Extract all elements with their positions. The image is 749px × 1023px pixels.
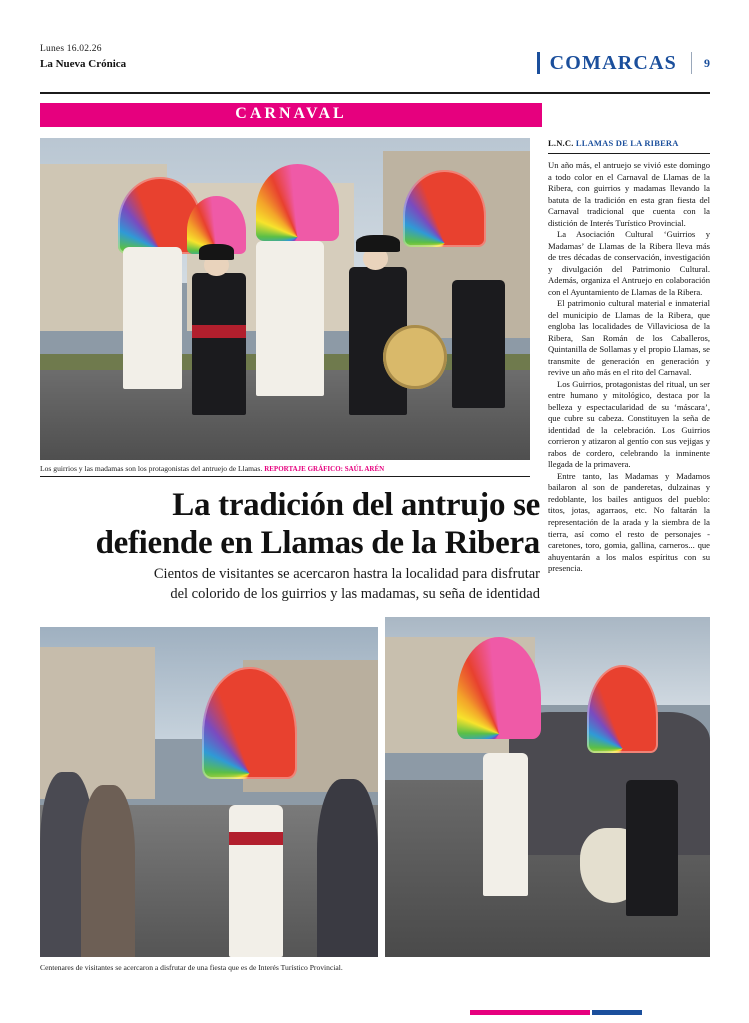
header-rule xyxy=(40,92,710,94)
footer-mark-blue xyxy=(592,1010,642,1015)
photo-madama-1 xyxy=(123,247,182,389)
article-paragraph: Los Guirrios, protagonistas del ritual, un ser entre humano y mitológico, destaca por la belleza y espectacularidad de su ‘máscara’, que cubre su cabeza. Constituyen la seña de identidad de la celebración. Los Guirrios corrieron y atizaron al gentío con sus vejigas y rabos de cordero, celebrando la inminente llegada de la primavera. xyxy=(548,378,710,470)
article-place: LLAMAS DE LA RIBERA xyxy=(575,138,679,148)
paper-name: La Nueva Crónica xyxy=(40,58,127,70)
section-rule xyxy=(537,52,540,74)
carnaval-banner xyxy=(40,103,542,127)
page-number: 9 xyxy=(704,55,710,70)
bottom-right-photo xyxy=(385,617,710,957)
article-source: L.N.C. xyxy=(548,138,574,148)
br-figure-dark xyxy=(626,780,678,916)
bl-red-sash xyxy=(229,832,283,845)
footer-marks xyxy=(0,1011,749,1015)
br-guirrio-body xyxy=(483,753,529,896)
section-header xyxy=(537,50,710,76)
main-photo-caption xyxy=(40,464,530,474)
section-title: COMARCAS xyxy=(549,51,677,74)
article-rule xyxy=(548,153,710,154)
subheadline-line-1: Cientos de visitantes se acercaron hastra la localidad para disfrutar xyxy=(153,566,540,582)
photo-figure-right xyxy=(452,280,506,409)
photo-musician-1 xyxy=(192,273,246,415)
photo-madama-2 xyxy=(256,241,325,396)
photo-drummer-hat xyxy=(356,235,400,253)
bl-crowd-right xyxy=(317,779,378,957)
masthead xyxy=(40,44,710,82)
main-photo-credit: REPORTAJE GRÁFICO: SAÚL ARÉN xyxy=(264,465,385,473)
article-kicker xyxy=(548,138,710,148)
article-paragraph: El patrimonio cultural material e inmaterial del municipio de Llamas de la Ribera, que engloba las localidades de Villaviciosa de la Ribera, San Román de los Caballeros, Quintanilla de Sollamas y el propio Llamas, se transmite de generación en generación y revive un año más en el rito del Carnaval. xyxy=(548,298,710,378)
bottom-photos-caption xyxy=(40,963,540,972)
bottom-photos-caption-text: Centenares de visitantes se acercaron a disfrutar de una fiesta que es de Interés Turístico Provincial. xyxy=(40,963,343,972)
main-photo-caption-text: Los guirrios y las madamas son los protagonistas del antruejo de Llamas. xyxy=(40,464,263,473)
photo-drum xyxy=(383,325,447,389)
dateline: Lunes 16.02.26 xyxy=(40,44,102,54)
caption-rule xyxy=(40,476,530,477)
article-paragraph: Entre tanto, las Madamas y Madamos bailaron al son de panderetas, dulzainas y redoblante, los bailes antiguos del pueblo: titos, jotas, agarraos, etc. No faltarán la representación de la arada y la siembra de la tierra, así como el resto de personajes -caretones, toro, gomia, gallina, carneros... que ahuyentarán a los malos espíritus con su presencia. xyxy=(548,470,710,574)
subheadline xyxy=(40,565,540,604)
article-column xyxy=(548,138,710,575)
footer-mark-pink xyxy=(470,1010,590,1015)
bottom-left-photo xyxy=(40,627,378,957)
subheadline-line-2: del colorido de los guirrios y las madamas, su seña de identidad xyxy=(170,585,540,602)
headline-line-1: La tradición del antrujo se xyxy=(172,487,540,523)
bl-guirrio-body xyxy=(229,805,283,957)
article-paragraph: La Asociación Cultural ‘Guirrios y Madamas’ de Llamas de la Ribera lleva más de tres décadas de conservación, investigación y divulgación del Patrimonio Cultural. Además, organiza el Antruejo en colaboración con el Ayuntamiento de Llamas de la Ribera. xyxy=(548,229,710,297)
photo-musician-1-hat xyxy=(199,244,233,260)
bl-crowd-left-2 xyxy=(81,785,135,957)
article-body xyxy=(548,160,710,575)
section-divider xyxy=(691,52,692,74)
carnaval-banner-label: CARNAVAL xyxy=(235,105,347,122)
main-photo xyxy=(40,138,530,460)
page-title xyxy=(40,486,540,563)
photo-red-sash xyxy=(192,325,246,338)
headline-line-2: defiende en Llamas de la Ribera xyxy=(95,525,540,562)
article-paragraph: Un año más, el antruejo se vivió este domingo a todo color en el Carnaval de Llamas de la Ribera, con guirrios y madamas llevando la batuta de la tradición en esta gran fiesta del Carnaval tradicional que cuenta con la distición de Interés Turístico Provincial. xyxy=(548,160,710,228)
